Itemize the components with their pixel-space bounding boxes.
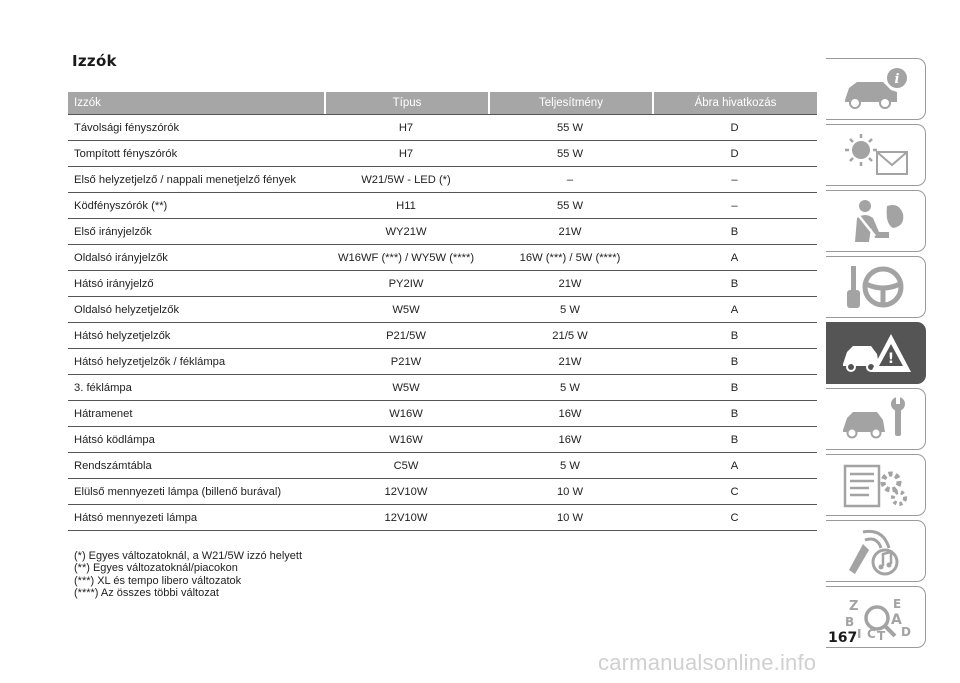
cell-power: – <box>488 167 652 193</box>
cell-figure-ref: C <box>652 479 817 505</box>
cell-bulb: Ködfényszórók (**) <box>68 193 324 219</box>
index-letter: E <box>892 597 901 611</box>
cell-type: W16W <box>324 427 488 453</box>
cell-type: W16WF (***) / WY5W (****) <box>324 245 488 271</box>
cell-bulb: 3. féklámpa <box>68 375 324 401</box>
watermark: carmanualsonline.info <box>598 650 817 675</box>
index-letter: D <box>900 625 911 639</box>
footnote: (****) Az összes többi változat <box>74 586 219 599</box>
cell-type: H7 <box>324 114 488 141</box>
tab-maintenance[interactable] <box>826 388 926 450</box>
cell-bulb: Hátsó helyzetjelzők / féklámpa <box>68 349 324 375</box>
index-letter: B <box>844 615 854 629</box>
tab-multimedia[interactable] <box>826 520 926 582</box>
tab-technical-data[interactable] <box>826 454 926 516</box>
cell-figure-ref: B <box>652 219 817 245</box>
car-info-icon <box>839 64 913 114</box>
cell-power: 5 W <box>488 453 652 479</box>
cell-bulb: Első helyzetjelző / nappali menetjelző fények <box>68 167 324 193</box>
cell-power: 16W (***) / 5W (****) <box>488 245 652 271</box>
table-row <box>68 141 817 167</box>
table-body <box>68 114 817 531</box>
tab-starting-driving[interactable] <box>826 256 926 318</box>
cell-bulb: Rendszámtábla <box>68 453 324 479</box>
cell-bulb: Hátsó helyzetjelzők <box>68 323 324 349</box>
cell-type: P21/5W <box>324 323 488 349</box>
cell-figure-ref: A <box>652 297 817 323</box>
table-row <box>68 323 817 349</box>
footnotes <box>74 550 302 599</box>
table-row <box>68 114 817 141</box>
cell-figure-ref: B <box>652 349 817 375</box>
bulbs-table <box>68 92 817 531</box>
cell-figure-ref: D <box>652 114 817 141</box>
table-row <box>68 271 817 297</box>
multimedia-icon <box>839 526 913 576</box>
table-row <box>68 375 817 401</box>
section-title: Izzók <box>72 52 117 70</box>
footnote: (**) Egyes változatoknál/piacokon <box>74 562 238 575</box>
column-header-type: Típus <box>324 92 488 114</box>
cell-power: 5 W <box>488 297 652 323</box>
cell-bulb: Távolsági fényszórók <box>68 114 324 141</box>
tab-emergency[interactable] <box>826 322 926 384</box>
cell-type: WY21W <box>324 219 488 245</box>
cell-figure-ref: – <box>652 167 817 193</box>
table-row <box>68 427 817 453</box>
cell-power: 55 W <box>488 141 652 167</box>
tab-car-info[interactable] <box>826 58 926 120</box>
cell-power: 21W <box>488 349 652 375</box>
cell-type: W21/5W - LED (*) <box>324 167 488 193</box>
table-row <box>68 193 817 219</box>
index-letter: Z <box>848 599 858 614</box>
cell-power: 21/5 W <box>488 323 652 349</box>
cell-figure-ref: B <box>652 271 817 297</box>
tab-warning-lights[interactable] <box>826 124 926 186</box>
footnote: (*) Egyes változatoknál, a W21/5W izzó helyett <box>74 550 303 562</box>
index-letter: A <box>890 612 902 628</box>
cell-bulb: Tompított fényszórók <box>68 141 324 167</box>
cell-power: 55 W <box>488 114 652 141</box>
table-row <box>68 453 817 479</box>
cell-bulb: Hátsó ködlámpa <box>68 427 324 453</box>
table-row <box>68 297 817 323</box>
tab-safety[interactable] <box>826 190 926 252</box>
index-letter: T <box>876 629 885 642</box>
cell-figure-ref: – <box>652 193 817 219</box>
cell-figure-ref: D <box>652 141 817 167</box>
cell-type: 12V10W <box>324 479 488 505</box>
cell-figure-ref: B <box>652 427 817 453</box>
column-header-bulbs: Izzók <box>68 92 324 114</box>
cell-power: 21W <box>488 219 652 245</box>
chapter-tabs <box>826 58 928 652</box>
table-row <box>68 245 817 271</box>
cell-type: PY2IW <box>324 271 488 297</box>
cell-power: 16W <box>488 427 652 453</box>
cell-figure-ref: B <box>652 401 817 427</box>
cell-type: H11 <box>324 193 488 219</box>
cell-bulb: Elülső mennyezeti lámpa (billenő burával) <box>68 479 324 505</box>
cell-bulb: Hátsó mennyezeti lámpa <box>68 505 324 531</box>
column-header-power: Teljesítmény <box>488 92 652 114</box>
data-gears-icon <box>839 460 913 510</box>
cell-type: W5W <box>324 297 488 323</box>
table-row <box>68 505 817 531</box>
footnote: (***) XL és tempo libero változatok <box>74 574 242 587</box>
cell-type: C5W <box>324 453 488 479</box>
car-wrench-icon <box>839 394 913 444</box>
cell-power: 16W <box>488 401 652 427</box>
cell-power: 5 W <box>488 375 652 401</box>
svg-text:!: ! <box>887 351 894 367</box>
table-row <box>68 167 817 193</box>
cell-power: 10 W <box>488 479 652 505</box>
table-header-row <box>68 92 817 114</box>
key-steering-wheel-icon <box>839 262 913 312</box>
warning-lights-icon <box>839 130 913 180</box>
cell-bulb: Hátsó irányjelző <box>68 271 324 297</box>
cell-figure-ref: C <box>652 505 817 531</box>
svg-text:i: i <box>894 72 899 87</box>
cell-type: W5W <box>324 375 488 401</box>
index-letter: I <box>856 627 861 641</box>
cell-power: 55 W <box>488 193 652 219</box>
cell-type: W16W <box>324 401 488 427</box>
cell-figure-ref: B <box>652 375 817 401</box>
cell-figure-ref: A <box>652 245 817 271</box>
column-header-figure-ref: Ábra hivatkozás <box>652 92 817 114</box>
cell-figure-ref: B <box>652 323 817 349</box>
cell-bulb: Első irányjelzők <box>68 219 324 245</box>
table-row <box>68 349 817 375</box>
cell-power: 10 W <box>488 505 652 531</box>
table-row <box>68 479 817 505</box>
index-letter: C <box>866 627 876 641</box>
table-row <box>68 401 817 427</box>
table-row <box>68 219 817 245</box>
cell-type: H7 <box>324 141 488 167</box>
car-warning-triangle-icon <box>839 328 913 378</box>
cell-figure-ref: A <box>652 453 817 479</box>
cell-bulb: Oldalsó irányjelzők <box>68 245 324 271</box>
cell-type: 12V10W <box>324 505 488 531</box>
cell-power: 21W <box>488 271 652 297</box>
cell-type: P21W <box>324 349 488 375</box>
page-number: 167 <box>828 630 858 646</box>
seatbelt-airbag-icon <box>839 196 913 246</box>
cell-bulb: Hátramenet <box>68 401 324 427</box>
cell-bulb: Oldalsó helyzetjelzők <box>68 297 324 323</box>
